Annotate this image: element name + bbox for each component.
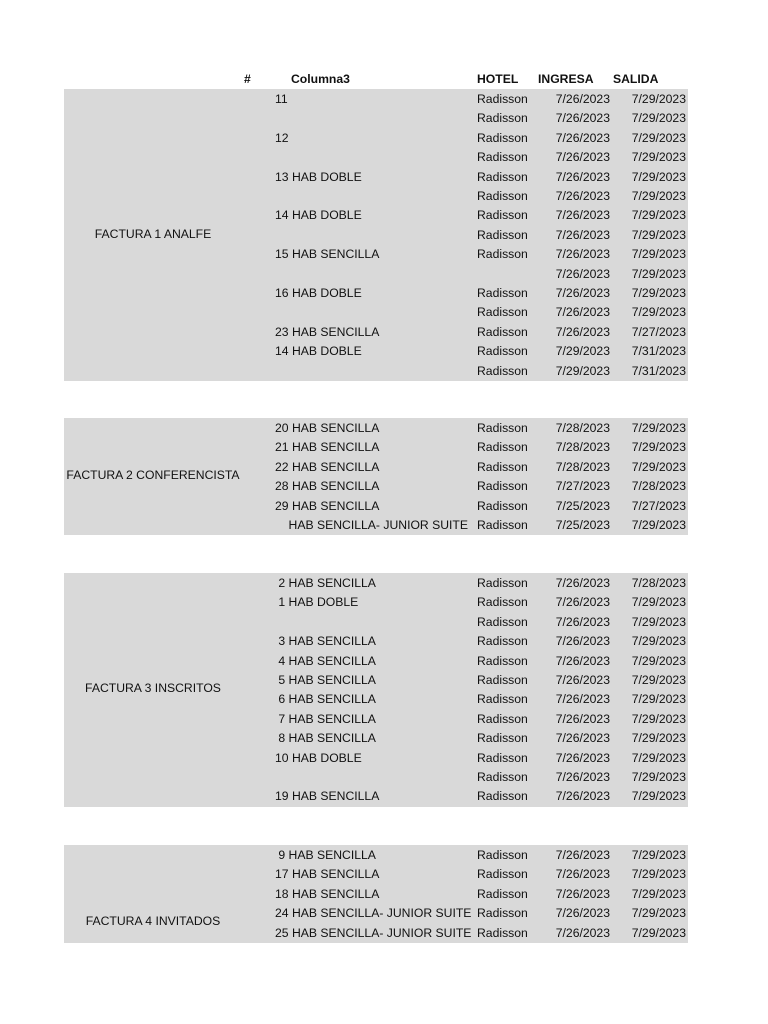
room-cell: 23 HAB SENCILLA [275,324,380,339]
room-cell: 5 HAB SENCILLA [275,673,376,687]
check-out-cell: 7/29/2023 [631,886,686,901]
check-out-cell: 7/29/2023 [631,711,686,726]
room-cell: 12 [275,130,289,145]
check-out-cell: 7/29/2023 [631,614,686,629]
hotel-cell: Radisson [477,925,528,940]
hotel-cell: Radisson [477,731,528,746]
header-ingresa: INGRESA [538,72,594,86]
check-in-cell: 7/26/2023 [555,906,610,921]
hotel-cell: Radisson [477,750,528,765]
room-cell: 16 HAB DOBLE [275,286,362,300]
table-row [64,884,688,903]
room-cell: 19 HAB SENCILLA [275,789,380,804]
hotel-cell: Radisson [477,906,528,921]
check-out-cell: 7/29/2023 [631,750,686,765]
check-out-cell: 7/29/2023 [631,770,686,784]
table-row [64,264,688,283]
table-row [64,167,688,186]
room-cell: 7 HAB SENCILLA [275,711,376,726]
check-in-cell: 7/26/2023 [555,150,610,165]
check-in-cell: 7/26/2023 [555,324,610,339]
header-salida: SALIDA [613,72,659,86]
check-in-cell: 7/28/2023 [555,440,610,455]
hotel-cell: Radisson [477,92,528,106]
table-row [64,108,688,127]
hotel-cell: Radisson [477,227,528,242]
invoice-group-label: FACTURA 1 ANALFE [94,227,212,241]
room-cell: 24 HAB SENCILLA- JUNIOR SUITE [275,906,472,921]
room-cell: 22 HAB SENCILLA [275,459,380,474]
table-row [64,689,688,708]
table-row [64,361,688,380]
check-out-cell: 7/29/2023 [631,848,686,862]
check-out-cell: 7/29/2023 [631,459,686,474]
hotel-cell: Radisson [477,208,528,223]
invoice-group [64,89,688,381]
check-in-cell: 7/26/2023 [555,189,610,203]
check-in-cell: 7/28/2023 [555,421,610,435]
hotel-cell: Radisson [477,247,528,262]
hotel-cell: Radisson [477,711,528,726]
hotel-cell: Radisson [477,634,528,649]
room-cell: HAB SENCILLA- JUNIOR SUITE [275,518,469,532]
hotel-cell: Radisson [477,169,528,184]
check-out-cell: 7/31/2023 [631,363,686,378]
check-in-cell: 7/26/2023 [555,673,610,687]
check-out-cell: 7/29/2023 [631,421,686,435]
check-out-cell: 7/29/2023 [631,92,686,106]
check-out-cell: 7/29/2023 [631,925,686,940]
check-in-cell: 7/26/2023 [555,886,610,901]
check-in-cell: 7/26/2023 [555,247,610,262]
room-cell: 9 HAB SENCILLA [275,848,376,862]
invoice-group [64,418,688,535]
hotel-cell: Radisson [477,440,528,455]
check-in-cell: 7/26/2023 [555,227,610,242]
check-in-cell: 7/26/2023 [555,848,610,862]
invoice-group-label: FACTURA 4 INVITADOS [85,914,221,928]
check-out-cell: 7/27/2023 [631,324,686,339]
table-row [64,515,688,534]
room-cell: 14 HAB DOBLE [275,344,362,359]
table-row [64,128,688,147]
hotel-cell: Radisson [477,692,528,707]
room-cell: 2 HAB SENCILLA [275,576,376,590]
table-row [64,225,688,244]
check-in-cell: 7/26/2023 [555,750,610,765]
hotel-cell: Radisson [477,867,528,882]
table-row [64,244,688,263]
table-row [64,670,688,689]
hotel-cell: Radisson [477,479,528,494]
check-out-cell: 7/29/2023 [631,653,686,668]
check-in-cell: 7/26/2023 [555,576,610,590]
check-in-cell: 7/26/2023 [555,305,610,320]
check-in-cell: 7/26/2023 [555,711,610,726]
check-out-cell: 7/29/2023 [631,595,686,610]
check-in-cell: 7/26/2023 [555,595,610,610]
invoice-group-label: FACTURA 2 CONFERENCISTA [66,468,240,482]
table-row [64,496,688,515]
check-in-cell: 7/26/2023 [555,634,610,649]
header-columna3: Columna3 [291,72,350,86]
check-out-cell: 7/29/2023 [631,247,686,262]
check-in-cell: 7/26/2023 [555,925,610,940]
table-row [64,437,688,456]
table-row [64,612,688,631]
table-row [64,302,688,321]
table-row [64,457,688,476]
check-out-cell: 7/29/2023 [631,673,686,687]
check-in-cell: 7/26/2023 [555,731,610,746]
room-cell: 14 HAB DOBLE [275,208,362,223]
hotel-cell: Radisson [477,848,528,862]
check-in-cell: 7/26/2023 [555,789,610,804]
hotel-cell: Radisson [477,459,528,474]
check-in-cell: 7/29/2023 [555,344,610,359]
check-out-cell: 7/29/2023 [631,906,686,921]
table-row [64,767,688,786]
hotel-cell: Radisson [477,614,528,629]
check-out-cell: 7/28/2023 [631,479,686,494]
invoice-group [64,845,688,943]
check-out-cell: 7/29/2023 [631,150,686,165]
hotel-cell: Radisson [477,595,528,610]
table-row [64,476,688,495]
check-out-cell: 7/29/2023 [631,518,686,532]
hotel-cell: Radisson [477,189,528,203]
table-row [64,631,688,650]
hotel-cell: Radisson [477,344,528,359]
invoice-group-label: FACTURA 3 INSCRITOS [85,681,221,695]
table-row [64,728,688,747]
check-in-cell: 7/26/2023 [555,266,610,281]
check-in-cell: 7/26/2023 [555,130,610,145]
check-in-cell: 7/27/2023 [555,479,610,494]
hotel-cell: Radisson [477,286,528,300]
hotel-cell: Radisson [477,305,528,320]
hotel-cell: Radisson [477,498,528,513]
check-out-cell: 7/29/2023 [631,286,686,300]
table-row [64,573,688,592]
table-row [64,283,688,302]
check-out-cell: 7/29/2023 [631,731,686,746]
table-row [64,748,688,767]
room-cell: 3 HAB SENCILLA [275,634,376,649]
table-row [64,322,688,341]
table-row [64,786,688,805]
room-cell: 29 HAB SENCILLA [275,498,380,513]
hotel-cell: Radisson [477,324,528,339]
check-out-cell: 7/29/2023 [631,440,686,455]
check-out-cell: 7/29/2023 [631,789,686,804]
check-out-cell: 7/29/2023 [631,227,686,242]
room-cell: 8 HAB SENCILLA [275,731,376,746]
check-out-cell: 7/29/2023 [631,189,686,203]
hotel-cell: Radisson [477,363,528,378]
check-out-cell: 7/29/2023 [631,169,686,184]
check-in-cell: 7/26/2023 [555,653,610,668]
invoice-group [64,573,688,807]
table-row [64,205,688,224]
room-cell: 1 HAB DOBLE [275,595,359,610]
room-cell: 10 HAB DOBLE [275,750,362,765]
table-row [64,864,688,883]
check-in-cell: 7/26/2023 [555,614,610,629]
check-out-cell: 7/31/2023 [631,344,686,359]
check-in-cell: 7/26/2023 [555,169,610,184]
table-row [64,923,688,942]
room-cell: 28 HAB SENCILLA [275,479,380,494]
check-out-cell: 7/29/2023 [631,867,686,882]
hotel-cell: Radisson [477,111,528,126]
hotel-cell: Radisson [477,789,528,804]
table-row [64,418,688,437]
check-out-cell: 7/27/2023 [631,498,686,513]
hotel-cell: Radisson [477,673,528,687]
check-in-cell: 7/26/2023 [555,208,610,223]
check-in-cell: 7/28/2023 [555,459,610,474]
room-cell: 15 HAB SENCILLA [275,247,380,262]
room-cell: 17 HAB SENCILLA [275,867,380,882]
table-row [64,709,688,728]
check-out-cell: 7/29/2023 [631,692,686,707]
table-row [64,651,688,670]
table-row [64,89,688,108]
room-cell: 13 HAB DOBLE [275,169,362,184]
hotel-cell: Radisson [477,421,528,435]
hotel-cell: Radisson [477,130,528,145]
room-cell: 6 HAB SENCILLA [275,692,376,707]
hotel-cell: Radisson [477,518,528,532]
check-in-cell: 7/26/2023 [555,286,610,300]
hotel-cell: Radisson [477,653,528,668]
header-hotel: HOTEL [477,72,519,86]
hotel-cell: Radisson [477,576,528,590]
check-in-cell: 7/25/2023 [555,518,610,532]
check-out-cell: 7/29/2023 [631,111,686,126]
room-cell: 21 HAB SENCILLA [275,440,380,455]
check-in-cell: 7/26/2023 [555,770,610,784]
check-in-cell: 7/26/2023 [555,867,610,882]
room-cell: 4 HAB SENCILLA [275,653,376,668]
check-out-cell: 7/29/2023 [631,305,686,320]
table-row [64,592,688,611]
room-cell: 20 HAB SENCILLA [275,421,380,435]
table-row [64,845,688,864]
check-in-cell: 7/26/2023 [555,692,610,707]
check-in-cell: 7/29/2023 [555,363,610,378]
header-number: # [244,72,251,86]
hotel-cell: Radisson [477,150,528,165]
room-cell: 18 HAB SENCILLA [275,886,380,901]
check-out-cell: 7/29/2023 [631,130,686,145]
room-cell: 25 HAB SENCILLA- JUNIOR SUITE [275,925,472,940]
check-out-cell: 7/29/2023 [631,208,686,223]
hotel-cell: Radisson [477,886,528,901]
check-in-cell: 7/26/2023 [555,92,610,106]
table-row [64,147,688,166]
check-out-cell: 7/28/2023 [631,576,686,590]
table-row [64,341,688,360]
table-row [64,186,688,205]
hotel-cell: Radisson [477,770,528,784]
check-out-cell: 7/29/2023 [631,266,686,281]
check-in-cell: 7/25/2023 [555,498,610,513]
table-row [64,903,688,922]
room-cell: 11 [275,92,288,106]
check-in-cell: 7/26/2023 [555,111,610,126]
check-out-cell: 7/29/2023 [631,634,686,649]
